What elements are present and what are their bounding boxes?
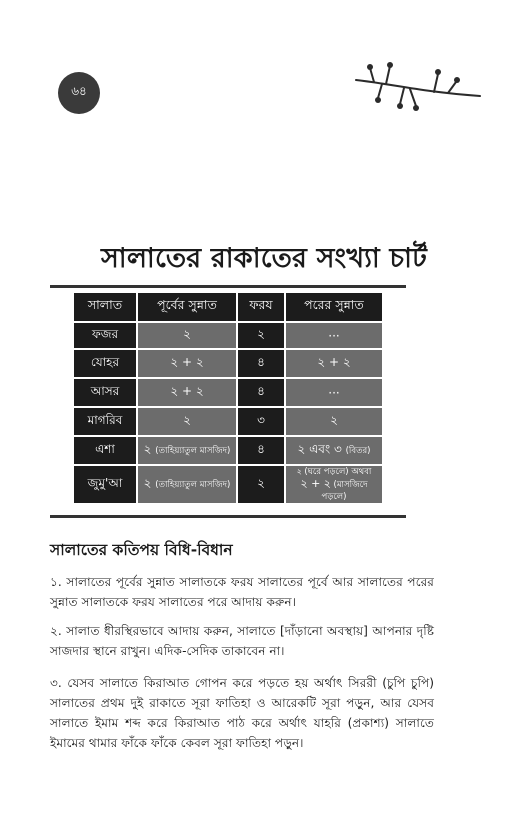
cell-name: এশা <box>74 437 136 464</box>
header-fard: ফরয <box>238 293 284 321</box>
cell-before <box>138 466 236 503</box>
cell-fard: ২ <box>238 323 284 348</box>
cell-after-tail: ২ + ২ <box>300 477 331 490</box>
cell-after-tail-note: (মাসজিদে পড়লে) <box>321 480 368 502</box>
cell-after <box>286 466 382 503</box>
page-title: সালাতের রাকাতের সংখ্যা চার্ট <box>100 243 428 274</box>
cell-before: ২ <box>138 323 236 348</box>
rule-paragraph-3: ৩. যেসব সালাতে কিরাআত গোপন করে পড়তে হয় অর্থাৎ সিররী (চুপি চুপি) সালাতের প্রথম দুই রাকাতে সূরা ফাতিহা ও আরেকটি সূরা পড়ুন, আর যেসব সালাতে ইমাম শব্দ করে কিরাআত পাঠ করে অর্থাৎ যাহরি (প্রকাশ্য) সালাতে ইমামের থামার ফাঁকে ফাঁকে কেবল সূরা ফাতিহা পড়ুন। <box>50 676 434 750</box>
cell-before-value: ২ <box>143 475 152 490</box>
header-sunnah-after: পরের সুন্নাত <box>286 293 382 321</box>
table-row-fajr <box>74 323 382 348</box>
rakat-chart-table <box>72 291 384 505</box>
cell-after-note: (ঘরে পড়লে) অথবা <box>304 467 372 477</box>
cell-before-note: (তাহিয়্যাতুল মাসজিদ) <box>155 445 231 456</box>
cell-after-value: ২ <box>296 467 302 476</box>
cell-before: ২ <box>138 408 236 435</box>
cell-after-value: ২ এবং ৩ <box>297 441 342 456</box>
table-bottom-rule <box>50 515 406 518</box>
cell-name: ফজর <box>74 323 136 348</box>
cell-after: ২ <box>286 408 382 435</box>
rule-paragraph-2: ২. সালাত ধীরস্থিরভাবে আদায় করুন, সালাতে [দাঁড়ানো অবস্থায়] আপনার দৃষ্টি সাজদার স্থানে রাখুন। এদিক-সেদিক তাকাবেন না। <box>50 624 434 658</box>
table-top-rule <box>50 285 406 288</box>
cell-name: জুমু'আ <box>74 466 136 503</box>
cell-fard: ৪ <box>238 437 284 464</box>
section-heading: সালাতের কতিপয় বিধি-বিধান <box>50 541 233 559</box>
cell-before-note: (তাহিয়্যাতুল মাসজিদ) <box>155 479 231 490</box>
cell-fard: ৪ <box>238 379 284 406</box>
cell-name: আসর <box>74 379 136 406</box>
cell-name: মাগরিব <box>74 408 136 435</box>
cell-fard: ২ <box>238 466 284 503</box>
cell-after: ··· <box>286 323 382 348</box>
cell-before: ২ + ২ <box>138 350 236 377</box>
table-row-jumuah <box>74 466 382 503</box>
cell-after <box>286 437 382 464</box>
cell-before: ২ + ২ <box>138 379 236 406</box>
cell-after: ··· <box>286 379 382 406</box>
table-row-maghrib <box>74 408 382 435</box>
cell-name: যোহর <box>74 350 136 377</box>
table-row-zuhr <box>74 350 382 377</box>
cell-after-note: (বিতর) <box>345 445 371 456</box>
header-salat: সালাত <box>74 293 136 321</box>
cell-before <box>138 437 236 464</box>
branch-ornament-icon <box>352 58 482 114</box>
table-row-isha <box>74 437 382 464</box>
cell-fard: ৩ <box>238 408 284 435</box>
page-number: ৬৪ <box>58 72 100 114</box>
header-sunnah-before: পূর্বের সুন্নাত <box>138 293 236 321</box>
rule-paragraph-1: ১. সালাতের পূর্বের সুন্নাত সালাতকে ফরয সালাতের পূর্বে আর সালাতের পরের সুন্নাত সালাতকে ফরয সালাতের পরে আদায় করুন। <box>50 575 434 609</box>
cell-after: ২ + ২ <box>286 350 382 377</box>
cell-fard: ৪ <box>238 350 284 377</box>
table-header-row <box>74 293 382 321</box>
cell-before-value: ২ <box>143 441 152 456</box>
table-row-asr <box>74 379 382 406</box>
